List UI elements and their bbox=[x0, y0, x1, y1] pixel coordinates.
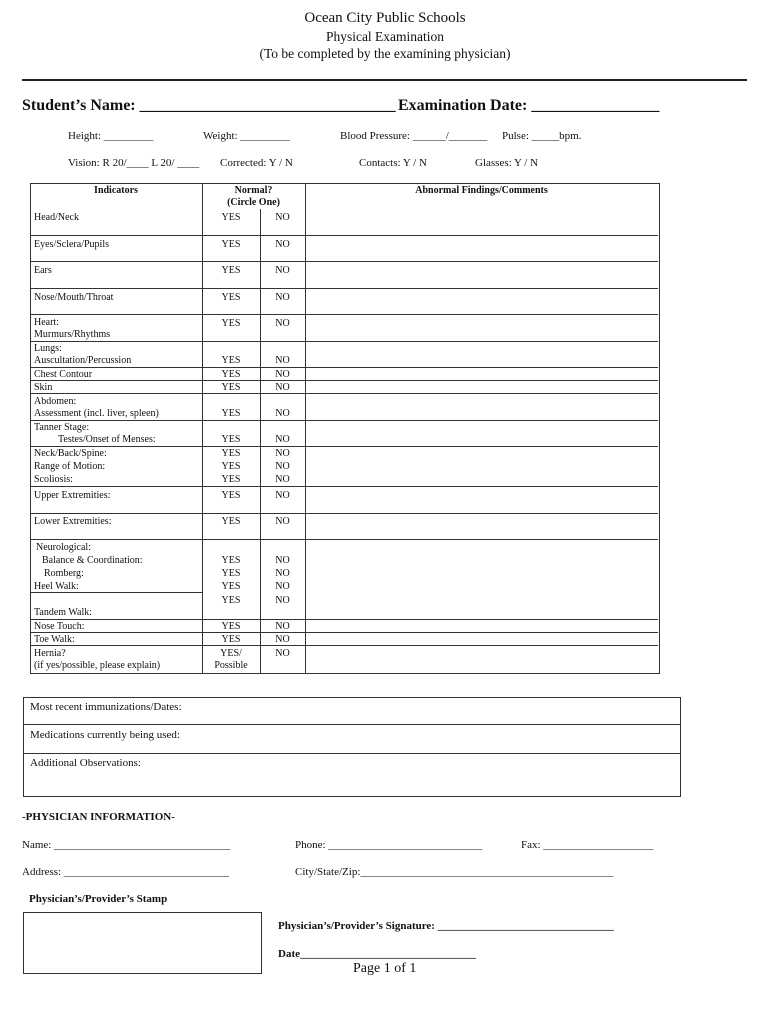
yes-option[interactable]: YES bbox=[221, 408, 241, 419]
indicator-label: Ears bbox=[34, 265, 52, 276]
no-option[interactable]: NO bbox=[275, 369, 290, 380]
weight-field[interactable]: Weight: _________ bbox=[203, 130, 290, 142]
row-divider bbox=[30, 486, 658, 487]
indicator-label: Hernia? bbox=[34, 648, 66, 659]
form-subtitle: (To be completed by the examining physician) bbox=[259, 46, 511, 61]
no-option[interactable]: NO bbox=[275, 212, 290, 223]
yes-option[interactable]: YES bbox=[221, 382, 241, 393]
physician-name-field[interactable]: Name: ________________________________ bbox=[22, 839, 231, 851]
row-divider bbox=[30, 341, 658, 342]
signature-field[interactable]: Physician’s/Provider’s Signature: ________________________________ bbox=[278, 920, 614, 932]
indicator-sublabel: (if yes/possible, please explain) bbox=[34, 660, 161, 671]
exam-table bbox=[30, 183, 659, 673]
pulse-field[interactable]: Pulse: _____bpm. bbox=[502, 130, 582, 142]
observations-field[interactable]: Additional Observations: bbox=[30, 757, 141, 769]
physician-city-field[interactable]: City/State/Zip:______________________________________________ bbox=[295, 866, 614, 878]
notes-divider bbox=[23, 724, 680, 725]
col-header-indicators: Indicators bbox=[94, 185, 138, 196]
physician-section-title: -PHYSICIAN INFORMATION- bbox=[22, 811, 175, 823]
glasses-field[interactable]: Glasses: Y / N bbox=[475, 157, 539, 169]
no-option[interactable]: NO bbox=[275, 382, 290, 393]
row-divider bbox=[30, 367, 658, 368]
immunizations-field[interactable]: Most recent immunizations/Dates: bbox=[30, 701, 182, 713]
no-option[interactable]: NO bbox=[275, 581, 290, 592]
indicator-sublabel: Romberg: bbox=[44, 568, 84, 579]
no-option[interactable]: NO bbox=[275, 648, 290, 659]
indicator-sublabel: Testes/Onset of Menses: bbox=[58, 434, 156, 445]
indicator-label: Skin bbox=[34, 382, 53, 393]
indicator-sublabel: Assessment (incl. liver, spleen) bbox=[34, 408, 159, 419]
row-divider bbox=[30, 393, 658, 394]
page-number: Page 1 of 1 bbox=[353, 961, 417, 976]
contacts-field[interactable]: Contacts: Y / N bbox=[359, 157, 427, 169]
row-divider bbox=[30, 619, 658, 620]
no-option[interactable]: NO bbox=[275, 568, 290, 579]
no-option[interactable]: NO bbox=[275, 516, 290, 527]
yes-option[interactable]: YES bbox=[221, 516, 241, 527]
indicator-sublabel: Auscultation/Percussion bbox=[34, 355, 132, 366]
col-header-findings: Abnormal Findings/Comments bbox=[415, 185, 548, 196]
yes-option[interactable]: YES bbox=[221, 239, 241, 250]
medications-field[interactable]: Medications currently being used: bbox=[30, 729, 180, 741]
col-divider bbox=[305, 183, 306, 673]
notes-divider bbox=[23, 753, 680, 754]
row-divider bbox=[30, 632, 658, 633]
yes-option[interactable]: YES bbox=[221, 555, 241, 566]
indicator-label: Abdomen: bbox=[34, 396, 77, 407]
no-option[interactable]: NO bbox=[275, 265, 290, 276]
no-option[interactable]: NO bbox=[275, 318, 290, 329]
yes-option[interactable]: YES bbox=[221, 355, 241, 366]
no-option[interactable]: NO bbox=[275, 448, 290, 459]
col-header-normal: Normal? bbox=[234, 185, 273, 196]
no-option[interactable]: NO bbox=[275, 474, 290, 485]
no-option[interactable]: NO bbox=[275, 461, 290, 472]
physician-address-field[interactable]: Address: ______________________________ bbox=[22, 866, 229, 878]
possible-option[interactable]: Possible bbox=[214, 660, 248, 671]
yes-option[interactable]: YES bbox=[221, 265, 241, 276]
table-border bbox=[30, 183, 660, 674]
indicator-label: Eyes/Sclera/Pupils bbox=[34, 239, 109, 250]
indicator-label: Scoliosis: bbox=[34, 474, 73, 485]
yes-option[interactable]: YES bbox=[221, 581, 241, 592]
indicator-label: Chest Contour bbox=[34, 369, 93, 380]
row-divider bbox=[30, 446, 658, 447]
yes-option[interactable]: YES bbox=[221, 634, 241, 645]
yes-option[interactable]: YES bbox=[221, 292, 241, 303]
stamp-box[interactable] bbox=[23, 912, 262, 974]
no-option[interactable]: NO bbox=[275, 634, 290, 645]
indicator-label: Tandem Walk: bbox=[34, 607, 93, 618]
corrected-field[interactable]: Corrected: Y / N bbox=[220, 157, 293, 169]
indicator-label: Heart: bbox=[34, 317, 59, 328]
height-field[interactable]: Height: _________ bbox=[68, 130, 154, 142]
yes-option[interactable]: YES bbox=[221, 318, 241, 329]
no-option[interactable]: NO bbox=[275, 408, 290, 419]
exam-date-field[interactable]: Examination Date: ________________ bbox=[398, 97, 660, 114]
row-divider bbox=[30, 380, 658, 381]
col-header-circle: (Circle One) bbox=[227, 197, 280, 208]
indicator-label: Range of Motion: bbox=[34, 461, 106, 472]
no-option[interactable]: NO bbox=[275, 434, 290, 445]
no-option[interactable]: NO bbox=[275, 355, 290, 366]
indicator-sublabel: Murmurs/Rhythms bbox=[34, 329, 111, 340]
row-divider bbox=[30, 235, 658, 236]
indicator-label: Neck/Back/Spine: bbox=[34, 448, 107, 459]
no-option[interactable]: NO bbox=[275, 555, 290, 566]
stamp-label: Physician’s/Provider’s Stamp bbox=[29, 893, 168, 905]
indicator-label: Tanner Stage: bbox=[34, 422, 90, 433]
vision-field[interactable]: Vision: R 20/____ L 20/ ____ bbox=[68, 157, 200, 169]
row-divider bbox=[30, 420, 658, 421]
yes-option[interactable]: YES bbox=[221, 448, 241, 459]
indicator-label: Lungs: bbox=[34, 343, 62, 354]
indicator-label: Toe Walk: bbox=[34, 634, 75, 645]
yes-option[interactable]: YES bbox=[221, 621, 241, 632]
row-divider bbox=[30, 314, 658, 315]
physician-phone-field[interactable]: Phone: ____________________________ bbox=[295, 839, 483, 851]
row-divider bbox=[30, 539, 658, 540]
yes-option[interactable]: YES bbox=[221, 490, 241, 501]
no-option[interactable]: NO bbox=[275, 490, 290, 501]
yes-option[interactable]: YES bbox=[221, 434, 241, 445]
school-name: Ocean City Public Schools bbox=[304, 10, 466, 26]
yes-option[interactable]: YES bbox=[221, 369, 241, 380]
blood-pressure-field[interactable]: Blood Pressure: ______/_______ bbox=[340, 130, 488, 142]
row-divider bbox=[30, 288, 658, 289]
no-option[interactable]: NO bbox=[275, 292, 290, 303]
yes-option[interactable]: YES bbox=[221, 595, 241, 606]
yes-option[interactable]: YES bbox=[221, 474, 241, 485]
indicator-label: Nose Touch: bbox=[34, 621, 85, 632]
yes-option[interactable]: YES bbox=[221, 568, 241, 579]
no-option[interactable]: NO bbox=[275, 595, 290, 606]
row-divider bbox=[30, 645, 658, 646]
indicator-label: Upper Extremities: bbox=[34, 490, 111, 501]
student-name-field[interactable]: Student’s Name: ________________________________ bbox=[22, 97, 396, 114]
physician-fax-field[interactable]: Fax: ____________________ bbox=[521, 839, 654, 851]
no-option[interactable]: NO bbox=[275, 239, 290, 250]
indicator-label: Nose/Mouth/Throat bbox=[34, 292, 114, 303]
yes-option[interactable]: YES bbox=[221, 212, 241, 223]
yes-possible-option[interactable]: YES/ bbox=[220, 648, 242, 659]
indicator-label: Heel Walk: bbox=[34, 581, 79, 592]
row-divider bbox=[30, 261, 658, 262]
indicator-label: Lower Extremities: bbox=[34, 516, 112, 527]
indicator-sublabel: Balance & Coordination: bbox=[42, 555, 143, 566]
header-divider bbox=[22, 79, 747, 81]
indicator-label: Head/Neck bbox=[34, 212, 79, 223]
form-title: Physical Examination bbox=[325, 29, 445, 44]
no-option[interactable]: NO bbox=[275, 621, 290, 632]
indicator-label: Neurological: bbox=[36, 542, 91, 553]
date-field[interactable]: Date________________________________ bbox=[278, 948, 476, 960]
yes-option[interactable]: YES bbox=[221, 461, 241, 472]
row-divider bbox=[30, 513, 658, 514]
